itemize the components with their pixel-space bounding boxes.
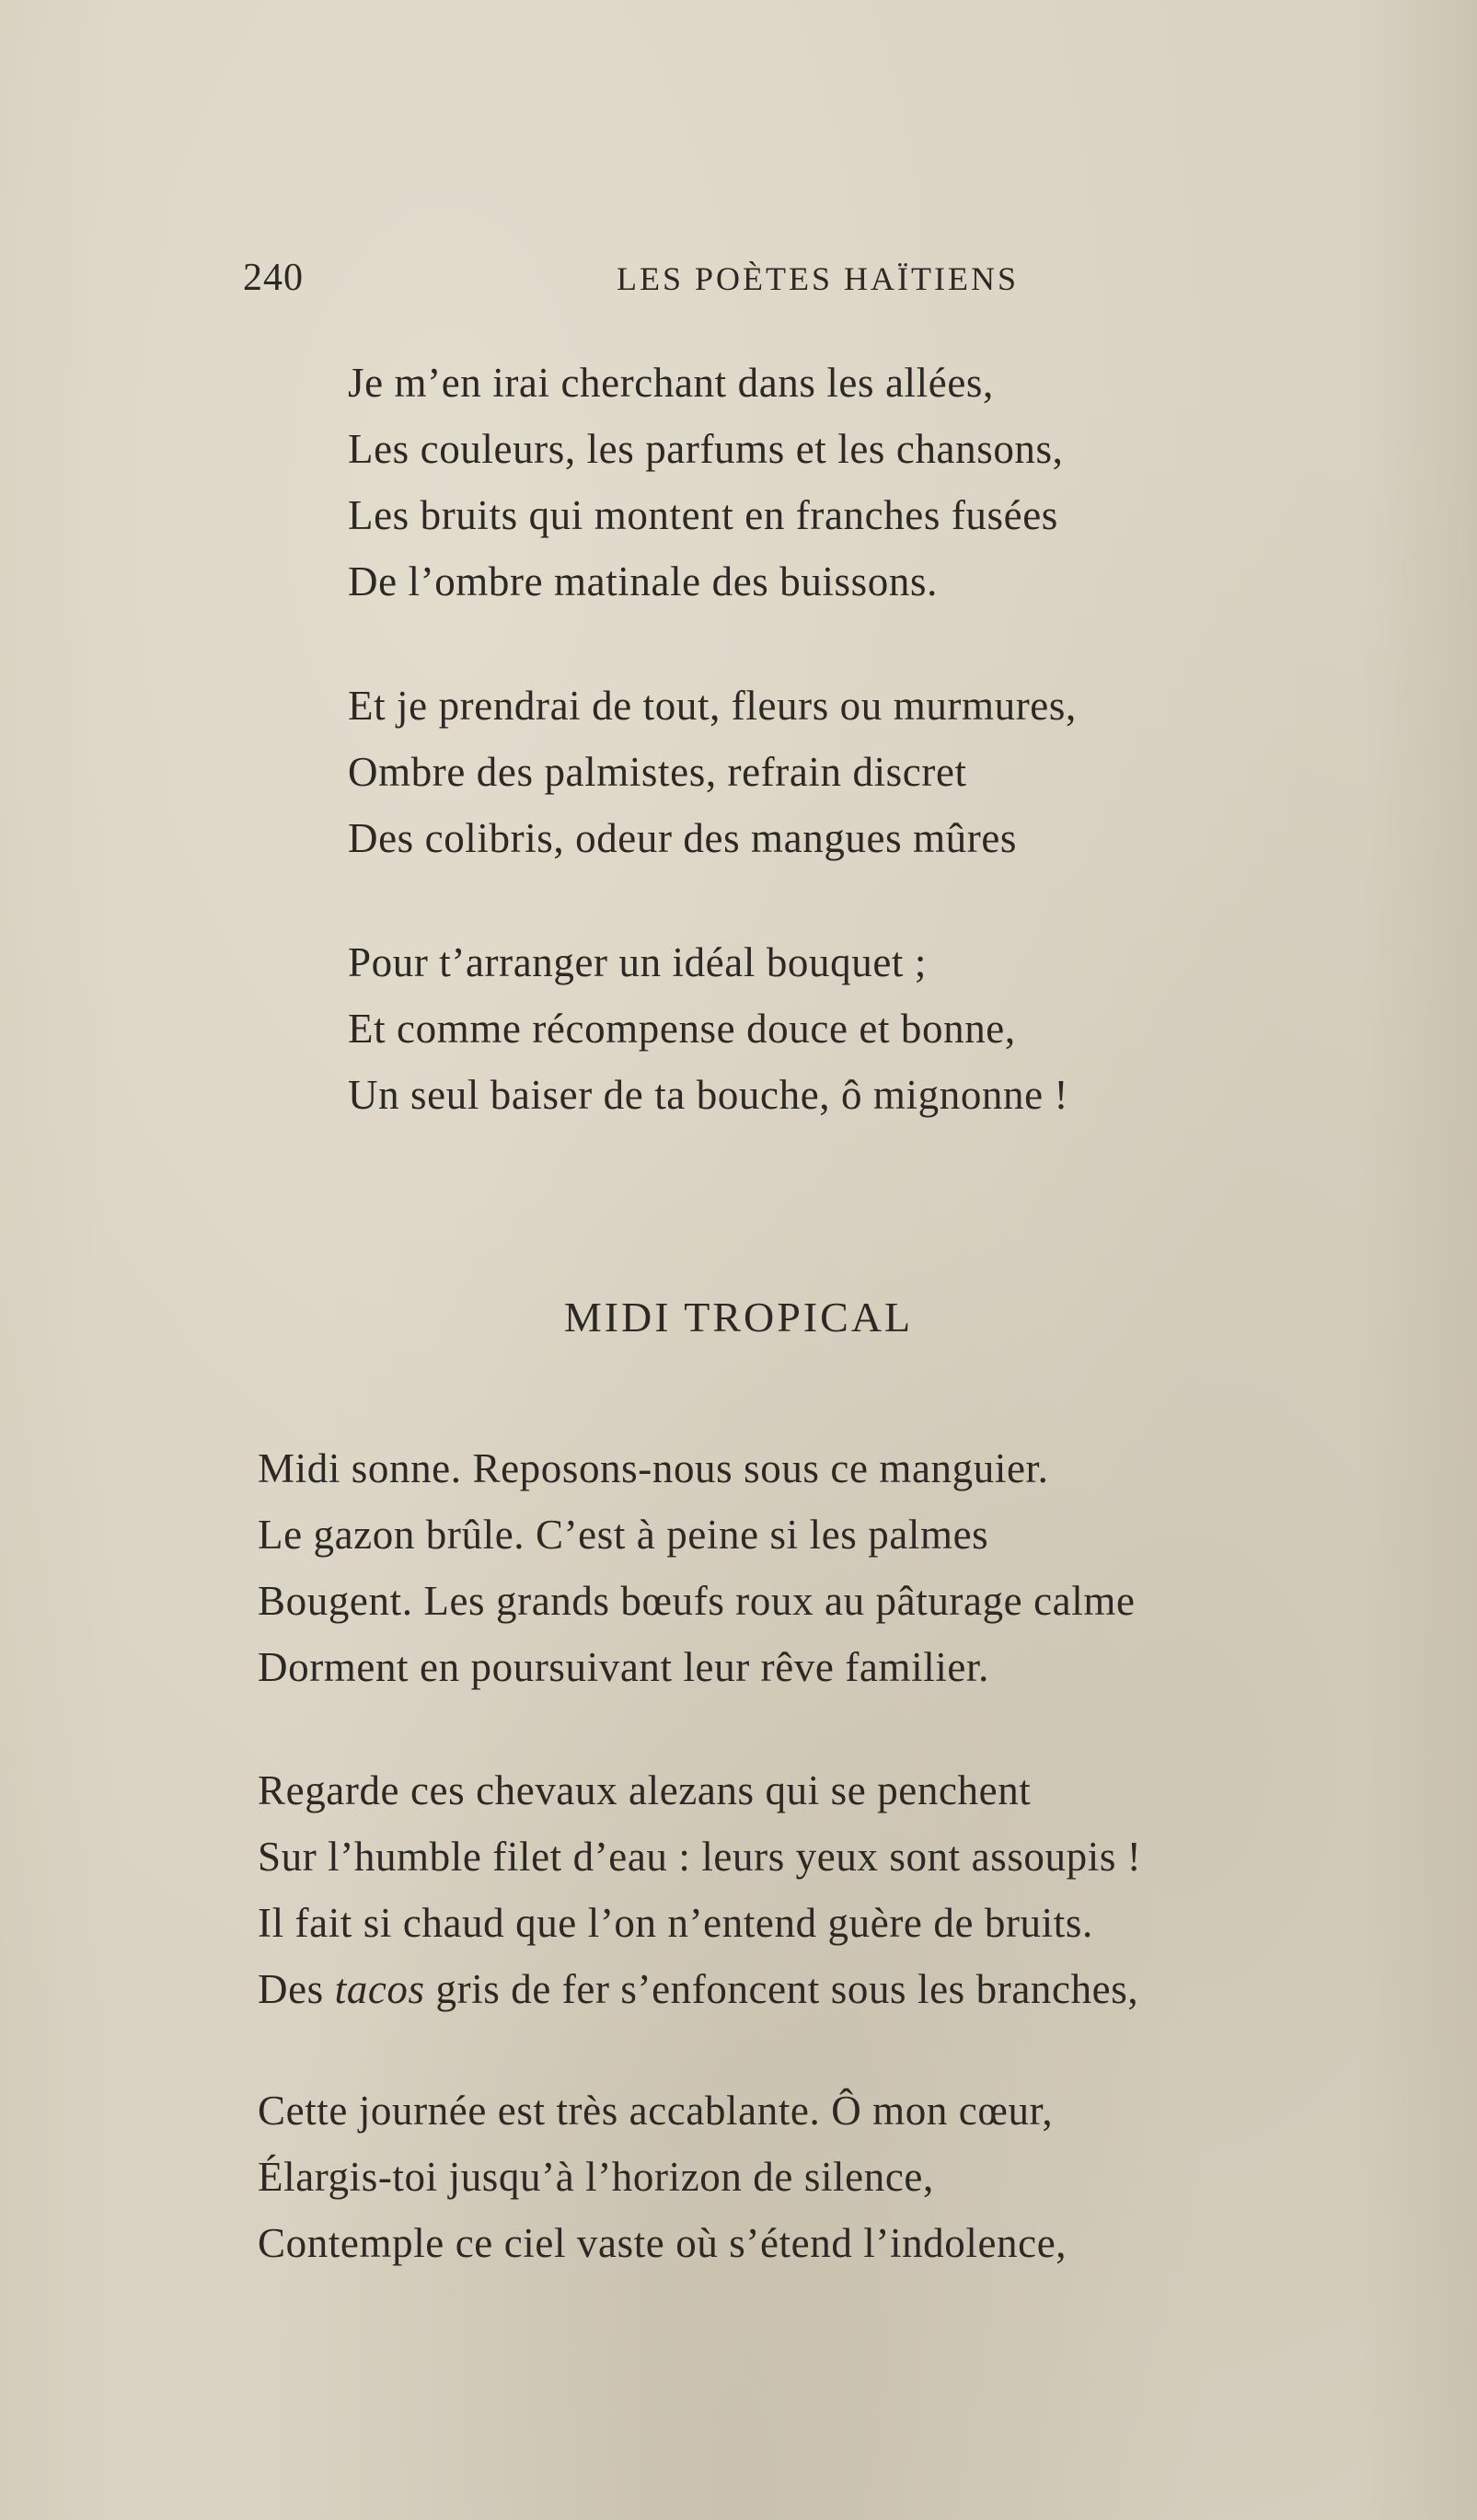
stanza-3 (258, 2077, 1067, 2276)
stanza-2 (258, 1757, 1141, 2022)
verse-line: De l’ombre matinale des buissons. (348, 558, 938, 604)
running-title: LES POÈTES HAÏTIENS (617, 260, 1019, 297)
stanza-previous-poem-2 (348, 673, 1077, 871)
stanza-previous-poem-3 (348, 929, 1068, 1128)
verse-line: Je m’en irai cherchant dans les allées, (348, 360, 994, 406)
verse-line: Cette journée est très accablante. Ô mon cœur, (258, 2088, 1054, 2134)
verse-line: Ombre des palmistes, refrain discret (348, 749, 967, 795)
verse-line: Des colibris, odeur des mangues mûres (348, 815, 1018, 861)
verse-line: Et comme récompense douce et bonne, (348, 1006, 1016, 1052)
verse-line: Bougent. Les grands bœufs roux au pâturage calme (258, 1578, 1136, 1624)
italic-word: tacos (334, 1966, 425, 2012)
verse-rest: gris de fer s’enfoncent sous les branches, (435, 1966, 1139, 2012)
verse-line-with-italic (258, 1956, 1141, 2022)
verse-line: Élargis-toi jusqu’à l’horizon de silence, (258, 2154, 934, 2200)
verse-line: Pour t’arranger un idéal bouquet ; (348, 939, 927, 985)
verse-line: Un seul baiser de ta bouche, ô mignonne ! (348, 1072, 1069, 1118)
verse-line: Sur l’humble filet d’eau : leurs yeux sont assoupis ! (258, 1834, 1142, 1880)
verse-line: Dorment en poursuivant leur rêve familier. (258, 1644, 989, 1690)
poem-title: MIDI TROPICAL (563, 1294, 914, 1341)
verse-prefix: Des (258, 1966, 324, 2012)
verse-line: Et je prendrai de tout, fleurs ou murmures, (348, 683, 1077, 729)
verse-line: Les bruits qui montent en franches fusées (348, 492, 1058, 538)
running-head (0, 256, 1477, 311)
verse-line: Les couleurs, les parfums et les chansons, (348, 426, 1064, 472)
verse-line: Le gazon brûle. C’est à peine si les palmes (258, 1512, 989, 1558)
verse-line: Regarde ces chevaux alezans qui se penchent (258, 1767, 1032, 1813)
page-number: 240 (243, 257, 304, 299)
stanza-previous-poem-1 (348, 350, 1064, 615)
stanza-1 (258, 1435, 1136, 1700)
verse-line: Midi sonne. Reposons-nous sous ce manguier. (258, 1445, 1049, 1491)
verse-line: Contemple ce ciel vaste où s’étend l’indolence, (258, 2220, 1067, 2266)
verse-line: Il fait si chaud que l’on n’entend guère de bruits. (258, 1900, 1093, 1946)
